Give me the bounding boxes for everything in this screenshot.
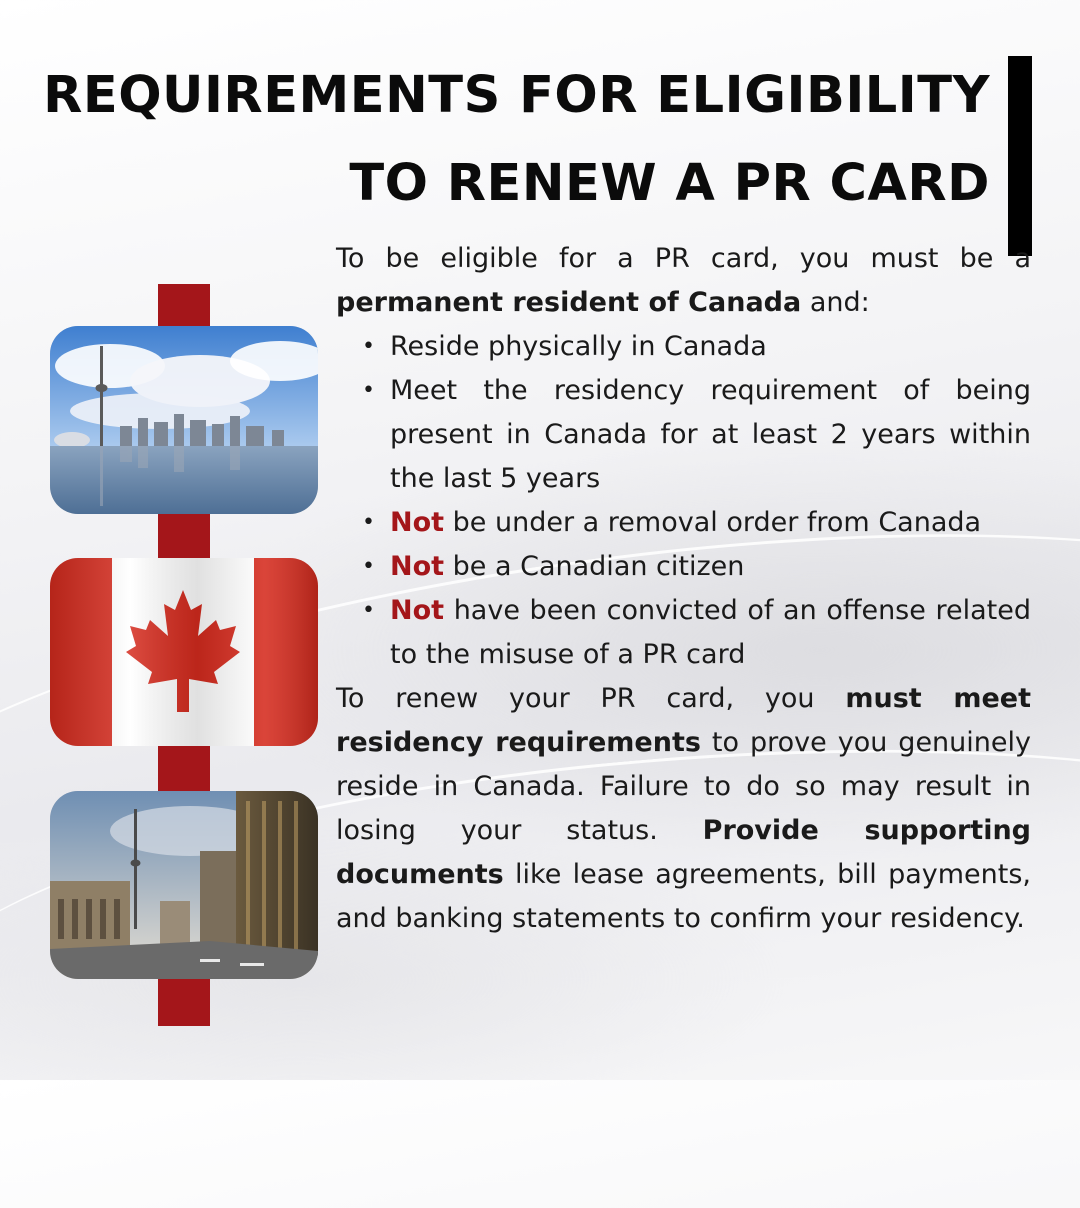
- body-content: [336, 237, 1031, 941]
- toronto-street-photo: [50, 791, 318, 979]
- bullet-icon: •: [362, 334, 375, 359]
- renewal-bold: Provide supporting documents: [336, 815, 1031, 890]
- negation-label: Not: [390, 551, 445, 582]
- intro-paragraph: [336, 237, 1031, 325]
- list-item: [336, 325, 1031, 369]
- renewal-paragraph: [336, 677, 1031, 941]
- toronto-skyline-photo: [50, 326, 318, 514]
- negation-label: Not: [390, 595, 445, 626]
- bullet-icon: •: [362, 598, 375, 623]
- list-item-text: Reside physically in Canada: [390, 331, 767, 362]
- list-item-text: be a Canadian citizen: [452, 551, 745, 582]
- intro-bold: permanent resident of Canada: [336, 287, 802, 318]
- list-item: [336, 369, 1031, 501]
- intro-tail: and:: [809, 287, 870, 318]
- bullet-icon: •: [362, 378, 375, 403]
- canadian-flag-photo: [50, 558, 318, 746]
- bullet-icon: •: [362, 554, 375, 579]
- page-title: [40, 52, 990, 228]
- list-item-text: be under a removal order from Canada: [452, 507, 982, 538]
- bullet-icon: •: [362, 510, 375, 535]
- negation-label: Not: [390, 507, 445, 538]
- list-item: [336, 545, 1031, 589]
- renewal-text: like lease agreements, bill payments, and banking statements to confirm your residency.: [336, 859, 1031, 934]
- renewal-text: to prove you genuinely reside in Canada. Failure to do so may result in losing your status.: [336, 727, 1031, 846]
- title-accent-bar: [1008, 56, 1032, 256]
- list-item: [336, 501, 1031, 545]
- renewal-bold: must meet residency requirements: [336, 683, 1031, 758]
- list-item-text: Meet the residency requirement of being present in Canada for at least 2 years within the last 5 years: [390, 375, 1031, 494]
- list-item: [336, 589, 1031, 677]
- list-item-text: have been convicted of an offense related to the misuse of a PR card: [390, 595, 1031, 670]
- title-line: REQUIREMENTS FOR ELIGIBILITY: [43, 66, 990, 125]
- intro-lead: To be eligible for a PR card, you must be a: [336, 243, 1031, 274]
- title-line: TO RENEW A PR CARD: [349, 154, 990, 213]
- renewal-text: To renew your PR card, you: [336, 683, 815, 714]
- requirements-list: [336, 325, 1031, 677]
